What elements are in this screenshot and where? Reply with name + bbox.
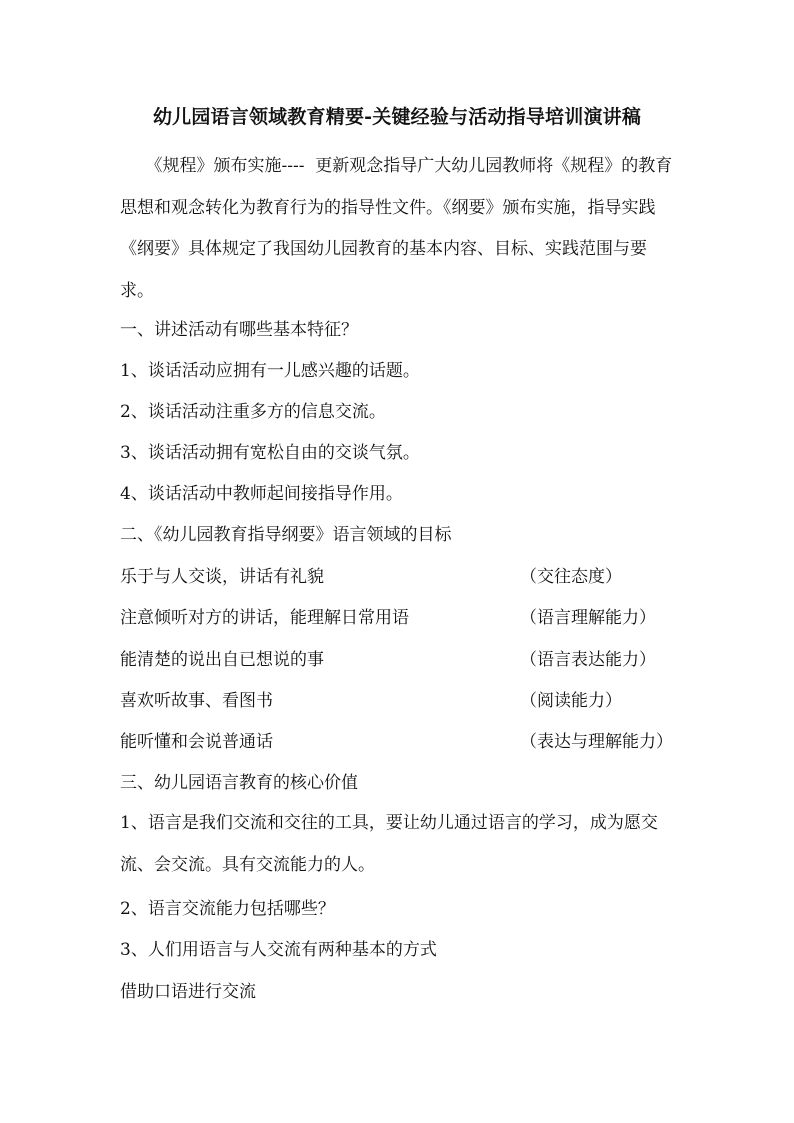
section3-heading: 三、幼儿园语言教育的核心价值 [120, 773, 358, 793]
section1-item-1: 1、谈话活动应拥有一儿感兴趣的话题。 [120, 361, 420, 381]
section3-item-1: 1、语言是我们交流和交往的工具，要让幼儿通过语言的学习，成为愿交流、会交流。具有交流能力的人。 [120, 813, 658, 875]
section3-item-4: 借助口语进行交流 [120, 982, 256, 1002]
section3-item-3: 3、人们用语言与人交流有两种基本的方式 [120, 940, 437, 960]
goal-text-3: 能清楚的说出自已想说的事 [120, 650, 324, 670]
goal-category-5: （表达与理解能力） [520, 732, 673, 752]
intro-paragraph: 《规程》颁布实施---- 更新观念指导广大幼儿园教师将《规程》的教育思想和观念转化为教育行为的指导性文件。《纲要》颁布实施，指导实践《纲要》具体规定了我国幼儿园教育的基本内容、目标、实践范围与要求。 [120, 156, 673, 301]
document-title: 幼儿园语言领域教育精要-关键经验与活动指导培训演讲稿 [152, 106, 642, 128]
section1-item-2: 2、谈话活动注重多方的信息交流。 [120, 402, 386, 422]
goal-category-1: （交往态度） [520, 567, 622, 587]
goal-text-2: 注意倾听对方的讲话，能理解日常用语 [120, 608, 409, 628]
goal-category-2: （语言理解能力） [520, 608, 656, 628]
goal-text-4: 喜欢听故事、看图书 [120, 691, 273, 711]
section1-item-3: 3、谈话活动拥有宽松自由的交谈气氛。 [120, 443, 420, 463]
section1-heading: 一、讲述活动有哪些基本特征？ [120, 320, 358, 340]
goal-category-4: （阅读能力） [520, 691, 622, 711]
goal-category-3: （语言表达能力） [520, 650, 656, 670]
goal-text-1: 乐于与人交谈，讲话有礼貌 [120, 567, 324, 587]
section3-item-2: 2、语言交流能力包括哪些？ [120, 899, 335, 919]
section2-heading: 二、《幼儿园教育指导纲要》语言领域的目标 [120, 525, 452, 545]
section1-item-4: 4、谈话活动中教师起间接指导作用。 [120, 484, 403, 504]
goal-text-5: 能听懂和会说普通话 [120, 732, 273, 752]
